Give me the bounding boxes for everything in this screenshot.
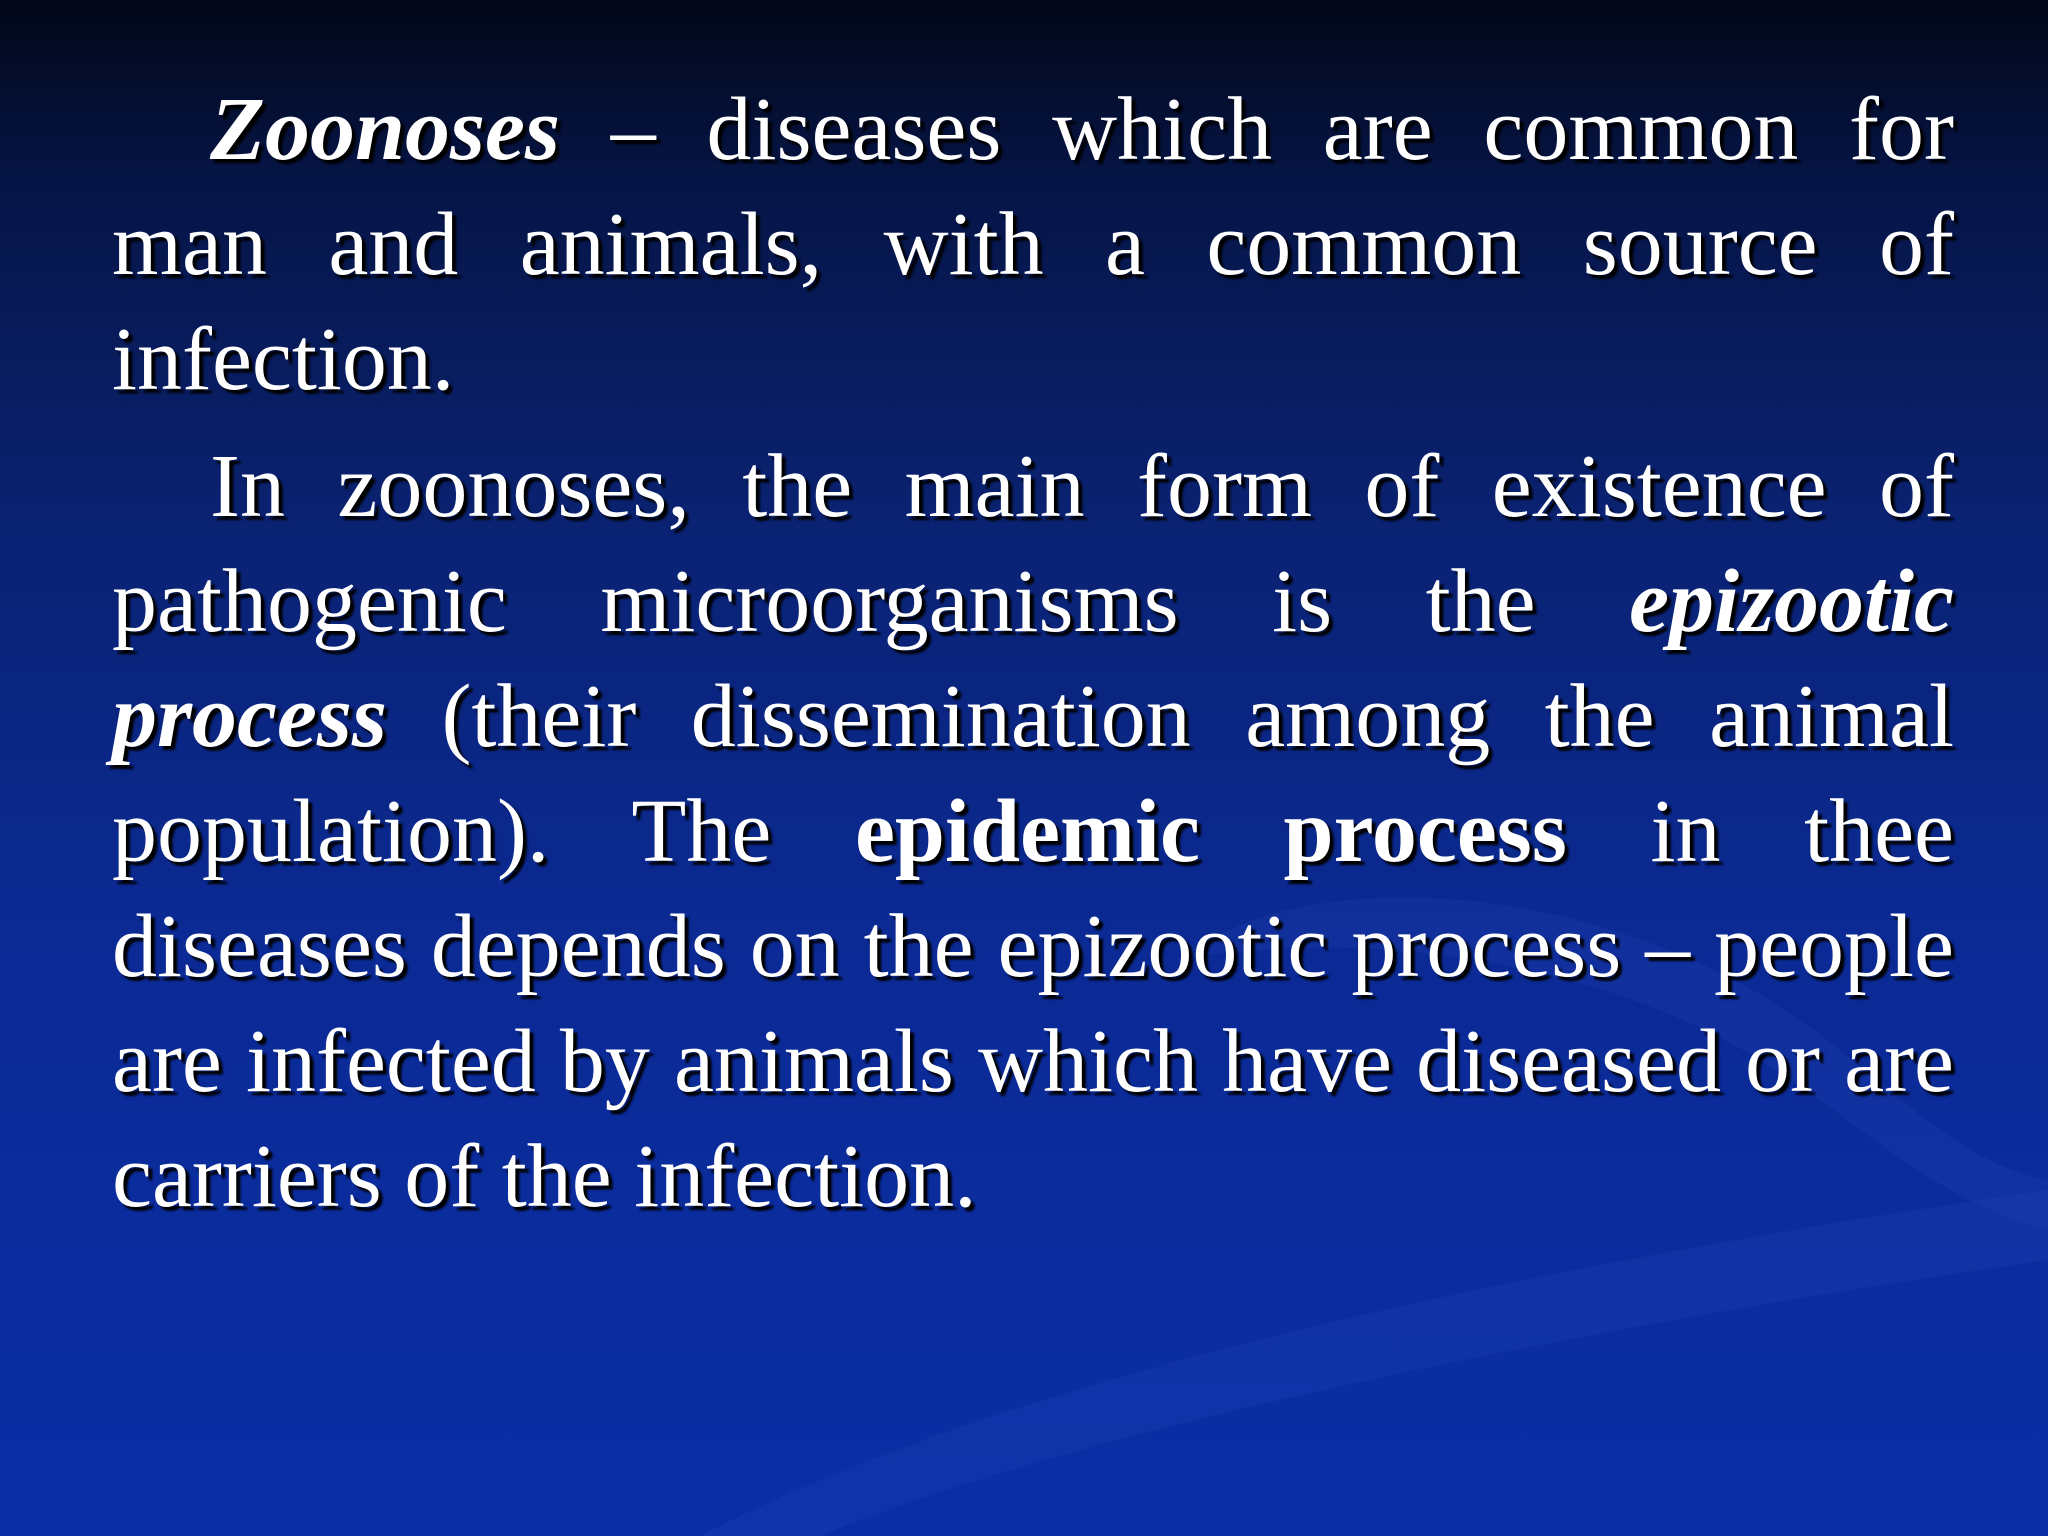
- paragraph-zoonoses-definition: [112, 72, 1954, 417]
- term-zoonoses: Zoonoses: [210, 80, 561, 179]
- slide-body-text: [112, 72, 1954, 1234]
- zoonoses-definition-text: – diseases which are common for man and animals, with a common source of infection.: [112, 80, 1954, 409]
- paragraph-text-3: in thee diseases depends on the epizootic process – people are infected by animals which have diseased or are carriers of the infection.: [112, 782, 1955, 1226]
- paragraph-text-2: (their dissemination among the animal population). The: [112, 667, 1954, 881]
- paragraph-epizootic-process: [112, 429, 1954, 1234]
- term-epidemic-process: epidemic process: [854, 782, 1567, 881]
- term-epizootic-process: epizootic process: [112, 552, 1954, 766]
- paragraph-text-1: In zoonoses, the main form of existence of pathogenic microorganisms is the: [112, 437, 1954, 651]
